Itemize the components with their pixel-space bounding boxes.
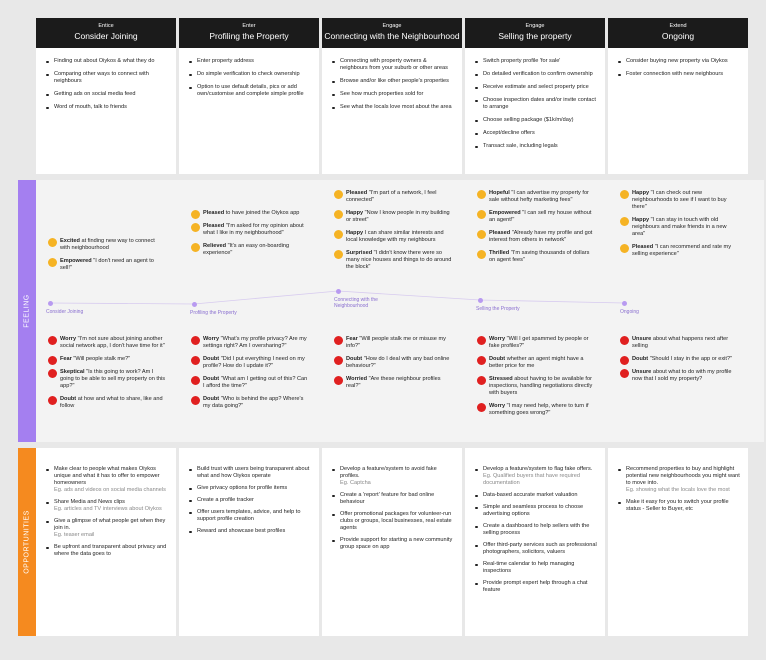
feeling-item	[48, 258, 166, 272]
action-item: Enter property address	[189, 58, 311, 65]
opportunity-text: Simple and seamless process to choose advertising options	[483, 504, 584, 517]
opportunity-item	[46, 466, 170, 494]
feeling-item	[334, 210, 452, 224]
feeling-keyword: Surprised	[346, 250, 373, 256]
feeling-item	[48, 238, 166, 252]
feeling-text: whether an agent might have a better price for me	[489, 356, 584, 369]
feeling-text: "Are these neighbour profiles real?"	[346, 376, 441, 389]
action-item: Option to use default details, pics or add own/customise and complete simple profile	[189, 84, 311, 98]
sad-emoji-icon	[620, 336, 629, 345]
negative-feelings	[191, 336, 309, 416]
feeling-text: "Is this going to work? Am I going to be able to sell my property on this app?"	[60, 369, 166, 389]
sad-emoji-icon	[477, 336, 486, 345]
feeling-item	[48, 369, 166, 390]
opportunity-item	[332, 537, 456, 551]
sad-emoji-icon	[620, 369, 629, 378]
feeling-text: at how and what to share, like and follow	[60, 396, 163, 409]
feeling-item	[477, 250, 595, 264]
feeling-keyword: Happy	[632, 190, 650, 196]
positive-feelings	[334, 190, 452, 277]
opportunity-example: Eg. showing what the locals love the most	[626, 487, 730, 493]
feeling-keyword: Worry	[60, 336, 77, 342]
action-list	[36, 48, 176, 117]
sad-emoji-icon	[48, 336, 57, 345]
opportunity-text: Share Media and News clips	[54, 499, 125, 505]
negative-feelings	[477, 336, 595, 423]
feeling-item	[477, 190, 595, 204]
happy-emoji-icon	[48, 258, 57, 267]
action-item: Do simple verification to check ownership	[189, 71, 311, 78]
opportunity-list	[36, 456, 176, 563]
feeling-keyword: Worried	[346, 376, 368, 382]
opportunities-label: OPPORTUNITIES	[18, 448, 36, 636]
feeling-keyword: Worry	[489, 403, 506, 409]
opportunity-text: Create a 'report' feature for bad online behaviour	[340, 492, 435, 505]
feeling-text: "I'm not sure about joining another social network app, I don't have time for it"	[60, 336, 165, 349]
sad-emoji-icon	[334, 376, 343, 385]
feeling-text: "Will people stalk me or misuse my info?"	[346, 336, 446, 349]
opportunity-item	[332, 492, 456, 506]
negative-feelings	[620, 336, 738, 389]
sad-emoji-icon	[477, 403, 486, 412]
opportunity-text: Give a glimpse of what people get when they join in.	[54, 518, 166, 531]
opportunity-text: Give privacy options for profile items	[197, 485, 288, 491]
curve-label: Consider Joining	[46, 309, 84, 315]
feeling-keyword: Happy	[632, 217, 650, 223]
feeling-keyword: Fear	[346, 336, 358, 342]
happy-emoji-icon	[191, 210, 200, 219]
curve-label: Selling the Property	[476, 306, 520, 312]
action-item: Finding out about Oiykos & what they do	[46, 58, 168, 65]
feeling-keyword: Doubt	[203, 356, 220, 362]
opportunity-example: Eg. articles and TV interviews about Oiykos	[54, 506, 162, 512]
feeling-text: "I didn't know there were so many nice houses and things to do around the block"	[346, 250, 452, 270]
feeling-item	[620, 217, 738, 238]
feeling-keyword: Empowered	[489, 210, 521, 216]
feeling-keyword: Doubt	[489, 356, 506, 362]
stage-phase: Extend	[669, 23, 687, 29]
action-item: See what the locals love most about the area	[332, 104, 454, 111]
feeling-keyword: Worry	[203, 336, 220, 342]
opportunity-text: Create a dashboard to help sellers with the selling process	[483, 523, 590, 536]
opportunity-item	[618, 466, 742, 494]
happy-emoji-icon	[477, 210, 486, 219]
opportunity-text: Offer users templates, advice, and help to support profile creation	[197, 509, 301, 522]
action-list	[465, 48, 605, 156]
opportunity-item	[46, 544, 170, 558]
feeling-text: "What am I getting out of this? Can I afford the time?"	[203, 376, 308, 389]
opportunity-item	[475, 561, 599, 575]
happy-emoji-icon	[477, 230, 486, 239]
opportunity-list	[179, 456, 319, 540]
feeling-keyword: Unsure	[632, 336, 652, 342]
action-list	[322, 48, 462, 117]
feeling-keyword: Happy	[346, 230, 364, 236]
sad-emoji-icon	[48, 369, 57, 378]
feeling-item	[191, 223, 309, 237]
opportunity-example: Eg. Captcha	[340, 480, 371, 486]
feeling-keyword: Hopeful	[489, 190, 510, 196]
feeling-keyword: Fear	[60, 356, 72, 362]
opportunity-item	[189, 497, 313, 504]
action-item: Getting ads on social media feed	[46, 91, 168, 98]
sad-emoji-icon	[477, 356, 486, 365]
feeling-item	[334, 356, 452, 370]
feeling-text: "I can stay in touch with old neighbours and make friends in a new area"	[632, 217, 727, 237]
happy-emoji-icon	[477, 250, 486, 259]
feeling-keyword: Empowered	[60, 258, 92, 264]
feeling-text: "I'm part of a network, I feel connected"	[346, 190, 437, 203]
opportunity-text: Create a profile tracker	[197, 497, 254, 503]
action-list	[608, 48, 748, 84]
feeling-text: "I can sell my house without an agent!"	[489, 210, 592, 223]
feeling-keyword: Relieved	[203, 243, 227, 249]
opportunity-item	[475, 580, 599, 594]
action-item: Choose inspection dates and/or invite contact to arrange	[475, 97, 597, 111]
feeling-text: "I may need help, where to turn if something goes wrong?"	[489, 403, 589, 416]
curve-point	[336, 289, 341, 294]
feeling-text: about what happens next after selling	[632, 336, 729, 349]
happy-emoji-icon	[191, 243, 200, 252]
opportunity-text: Offer third-party services such as professional photographers, solicitors, valuers	[483, 542, 597, 555]
happy-emoji-icon	[477, 190, 486, 199]
happy-emoji-icon	[334, 210, 343, 219]
feeling-item	[48, 336, 166, 350]
feeling-item	[477, 376, 595, 397]
curve-label: Connecting with the Neighbourhood	[334, 297, 378, 309]
action-item: Accept/decline offers	[475, 130, 597, 137]
action-item: See how much properties sold for	[332, 91, 454, 98]
feeling-text: "How do I deal with any bad online behaviour?"	[346, 356, 450, 369]
opportunity-text: Develop a feature/system to avoid fake profiles.	[340, 466, 437, 479]
action-item: Choose selling package ($1k/m/day)	[475, 117, 597, 124]
happy-emoji-icon	[334, 230, 343, 239]
feeling-item	[191, 356, 309, 370]
feeling-keyword: Excited	[60, 238, 80, 244]
feeling-text: "Already have my profile and got interest from others in network"	[489, 230, 593, 243]
sad-emoji-icon	[191, 336, 200, 345]
feeling-item	[477, 230, 595, 244]
feeling-text: about what to do with my profile now that I sold my property?	[632, 369, 732, 382]
opportunity-item	[475, 523, 599, 537]
feeling-item	[48, 396, 166, 410]
opportunity-text: Be upfront and transparent about privacy and where the data goes to	[54, 544, 167, 557]
positive-feelings	[48, 238, 166, 278]
stage-phase: Engage	[382, 23, 402, 29]
feeling-text: "I can recommend and rate my selling experience"	[632, 244, 732, 257]
feeling-text: "I don't need an agent to sell!"	[60, 258, 154, 271]
sad-emoji-icon	[191, 376, 200, 385]
opportunity-example: Eg. Qualified buyers that have required documentation	[483, 473, 581, 486]
opportunity-text: Provide prompt expert help through a chat feature	[483, 580, 588, 593]
feeling-keyword: Stressed	[489, 376, 513, 382]
opportunity-item	[46, 499, 170, 513]
feeling-keyword: Thrilled	[489, 250, 510, 256]
opportunity-item	[46, 518, 170, 539]
opportunity-item	[189, 466, 313, 480]
opportunity-item	[475, 492, 599, 499]
feeling-item	[334, 336, 452, 350]
opportunity-text: Reward and showcase best profiles	[197, 528, 286, 534]
stage-title: Consider Joining	[74, 31, 138, 41]
feeling-item	[334, 376, 452, 390]
stage-header	[322, 18, 462, 48]
sad-emoji-icon	[620, 356, 629, 365]
feeling-text: "I'm asked for my opinion about what I like in my neighbourhood"	[203, 223, 304, 236]
feeling-keyword: Unsure	[632, 369, 652, 375]
feeling-item	[477, 336, 595, 350]
happy-emoji-icon	[620, 217, 629, 226]
feeling-keyword: Doubt	[203, 376, 220, 382]
action-list	[179, 48, 319, 104]
feeling-item	[191, 210, 309, 217]
stage-header	[179, 18, 319, 48]
curve-point	[622, 301, 627, 306]
curve-point	[478, 298, 483, 303]
opportunity-text: Real-time calendar to help managing inspections	[483, 561, 575, 574]
feeling-keyword: Skeptical	[60, 369, 85, 375]
feeling-item	[191, 336, 309, 350]
curve-point	[192, 302, 197, 307]
feeling-keyword: Happy	[346, 210, 364, 216]
sad-emoji-icon	[334, 336, 343, 345]
opportunity-text: Build trust with users being transparent about what and how Oiykos operate	[197, 466, 310, 479]
action-item: Receive estimate and select property price	[475, 84, 597, 91]
sad-emoji-icon	[48, 396, 57, 405]
stage-header	[36, 18, 176, 48]
feeling-keyword: Pleased	[632, 244, 654, 250]
feeling-keyword: Pleased	[346, 190, 368, 196]
feeling-text: "It's an easy on-boarding experience"	[203, 243, 290, 256]
feeling-keyword: Pleased	[203, 210, 225, 216]
feeling-item	[191, 376, 309, 390]
opportunity-example: Eg. ads and videos on social media channels	[54, 487, 166, 493]
opportunity-item	[618, 499, 742, 513]
action-item: Browse and/or like other people's properties	[332, 78, 454, 85]
opportunity-example: Eg. teaser email	[54, 532, 95, 538]
feeling-item	[620, 369, 738, 383]
stage-title: Connecting with the Neighbourhood	[324, 31, 460, 41]
opportunity-list	[322, 456, 462, 556]
action-item: Transact sale, including legals	[475, 143, 597, 150]
sad-emoji-icon	[191, 396, 200, 405]
opportunity-text: Offer promotional packages for volunteer-run clubs or groups, local businesses, real estate agents	[340, 511, 452, 531]
sad-emoji-icon	[477, 376, 486, 385]
positive-feelings	[191, 210, 309, 263]
opportunity-list	[465, 456, 605, 599]
action-item: Switch property profile 'for sale'	[475, 58, 597, 65]
stage-phase: Engage	[525, 23, 545, 29]
feeling-label: FEELING	[18, 180, 36, 442]
opportunity-item	[189, 485, 313, 492]
opportunity-text: Provide support for starting a new community group space on app	[340, 537, 453, 550]
feeling-text: "Will people stalk me?"	[71, 356, 131, 362]
feeling-item	[477, 403, 595, 417]
feeling-text: "What's my profile privacy? Are my settings right? Am I oversharing?"	[203, 336, 307, 349]
feeling-keyword: Doubt	[203, 396, 220, 402]
action-item: Comparing other ways to connect with neighbours	[46, 71, 168, 85]
feeling-text: I can share similar interests and local knowledge with my neighbours	[346, 230, 444, 243]
feeling-text: about having to be available for inspections, handling negotiations directly with buyers	[489, 376, 593, 396]
happy-emoji-icon	[334, 250, 343, 259]
feeling-item	[334, 250, 452, 271]
opportunity-list	[608, 456, 748, 518]
feeling-keyword: Doubt	[60, 396, 77, 402]
feeling-item	[620, 356, 738, 363]
feeling-text: to have joined the Oiykos app	[224, 210, 300, 216]
feeling-item	[477, 356, 595, 370]
opportunity-text: Develop a feature/system to flag fake offers.	[483, 466, 593, 472]
feeling-item	[334, 230, 452, 244]
feeling-item	[191, 243, 309, 257]
sad-emoji-icon	[191, 356, 200, 365]
action-item: Word of mouth, talk to friends	[46, 104, 168, 111]
sad-emoji-icon	[334, 356, 343, 365]
feeling-text: "Did I put everything I need on my profile? How do I update it?"	[203, 356, 305, 369]
feeling-text: "I can check out new neighbourhoods to see if I want to buy there"	[632, 190, 727, 210]
feeling-keyword: Worry	[489, 336, 506, 342]
feeling-keyword: Pleased	[203, 223, 225, 229]
happy-emoji-icon	[620, 244, 629, 253]
happy-emoji-icon	[620, 190, 629, 199]
stage-header	[465, 18, 605, 48]
opportunity-item	[475, 504, 599, 518]
opportunity-item	[475, 542, 599, 556]
feeling-item	[334, 190, 452, 204]
feeling-item	[620, 244, 738, 258]
feeling-text: at finding new way to connect with neighbourhood	[60, 238, 155, 251]
stage-phase: Enter	[242, 23, 256, 29]
opportunity-text: Make clear to people what makes Oiykos unique and what it has to offer to empower homeowners	[54, 466, 160, 486]
stage-header	[608, 18, 748, 48]
feeling-text: "I can advertise my property for sale without hefty marketing fees"	[489, 190, 589, 203]
opportunity-item	[332, 466, 456, 487]
opportunity-item	[475, 466, 599, 487]
happy-emoji-icon	[48, 238, 57, 247]
feeling-text: "Now I know people in my building or street"	[346, 210, 450, 223]
feeling-text: "Should I stay in the app or exit?"	[648, 356, 733, 362]
opportunity-text: Data-based accurate market valuation	[483, 492, 578, 498]
feeling-keyword: Doubt	[346, 356, 363, 362]
action-item: Do detailed verification to confirm ownership	[475, 71, 597, 78]
negative-feelings	[334, 336, 452, 396]
feeling-item	[48, 356, 166, 363]
stage-title: Profiling the Property	[209, 31, 289, 41]
feeling-text: "Will I get spammed by people or fake profiles?"	[489, 336, 589, 349]
positive-feelings	[477, 190, 595, 270]
curve-label: Profiling the Property	[190, 310, 237, 316]
curve-point	[48, 301, 53, 306]
action-item: Connecting with property owners & neighbours from your suburb or other areas	[332, 58, 454, 72]
feeling-keyword: Pleased	[489, 230, 511, 236]
curve-label: Ongoing	[620, 309, 639, 315]
feeling-text: "Who is behind the app? Where's my data going?"	[203, 396, 304, 409]
action-item: Consider buying new property via Oiykos	[618, 58, 740, 65]
happy-emoji-icon	[191, 223, 200, 232]
feeling-item	[191, 396, 309, 410]
stage-phase: Entice	[98, 23, 114, 29]
action-item: Foster connection with new neighbours	[618, 71, 740, 78]
opportunity-text: Make it easy for you to switch your profile status - Seller to Buyer, etc	[626, 499, 729, 512]
stage-title: Selling the property	[498, 31, 572, 41]
opportunity-item	[332, 511, 456, 532]
feeling-item	[620, 336, 738, 350]
negative-feelings	[48, 336, 166, 416]
feeling-item	[620, 190, 738, 211]
opportunity-text: Recommend properties to buy and highlight potential new neighbourhoods you might want to move into.	[626, 466, 740, 486]
opportunity-item	[189, 509, 313, 523]
feeling-keyword: Doubt	[632, 356, 649, 362]
feeling-item	[477, 210, 595, 224]
opportunity-item	[189, 528, 313, 535]
feeling-text: "I'm saving thousands of dollars on agent fees"	[489, 250, 590, 263]
positive-feelings	[620, 190, 738, 264]
happy-emoji-icon	[334, 190, 343, 199]
stage-title: Ongoing	[661, 31, 695, 41]
sad-emoji-icon	[48, 356, 57, 365]
